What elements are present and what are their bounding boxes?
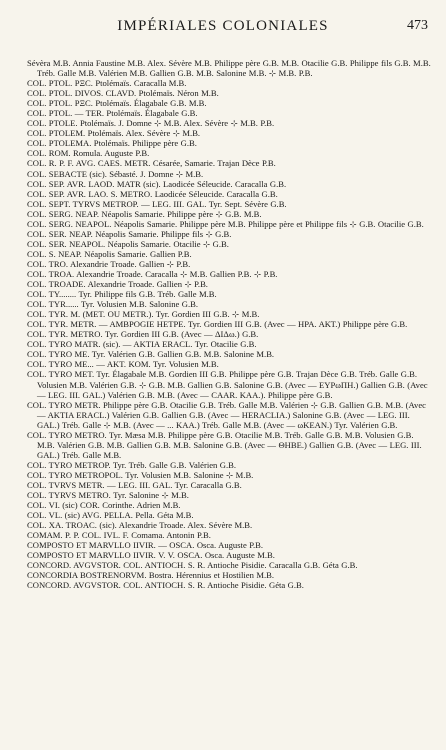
list-item: COL. TYR. METR. — AMBPOGIE HETPE. Tyr. Gordien III G.B. (Avec — ΗΡΑ. ΑΚΤ.) Philippe père G.B. bbox=[27, 319, 408, 330]
list-item: COL. PTOLEMA. Ptolémaïs. Philippe père G.B. bbox=[27, 138, 197, 149]
list-item: COL. TY........ Tyr. Philippe fils G.B. Tréb. Galle M.B. bbox=[27, 289, 217, 300]
list-item: COL. TYRO METRO. Tyr. Mæsa M.B. Philippe père G.B. Otacilie M.B. Tréb. Galle G.B. M.B. Volusien G.B. M.B. Valérien G.B. M.B. Gallien G.B. M.B. Salonine G.B. (Avec — ΘHBE.) Gallien G.B. (Avec — LEG. III. GAL.) Tréb. Galle M.B. bbox=[27, 429, 422, 460]
list-item: COL. S. NEAP. Néapolis Samarie. Gallien P.B. bbox=[27, 248, 192, 259]
list-item: COL. R. P. F. AVG. CAES. METR. Césarée, Samarie. Trajan Dèce P.B. bbox=[27, 158, 276, 169]
list-item: COL. XA. TROAC. (sic). Alexandrie Troade. Alex. Sévère M.B. bbox=[27, 520, 253, 531]
list-item: COL. TROADE. Alexandrie Troade. Gallien ⊹ P.B. bbox=[27, 279, 208, 290]
list-item: COL. TYRO MET. Tyr. Élagabale M.B. Gordien III G.B. Philippe père G.B. Trajan Dèce G.B. Tréb. Galle G.B. Volusien M.B. Valérien G.B. ⊹ G.B. M.B. Gallien G.B. Salonine G.B. (Avec — EYPωΠH.) Gallien G.B. (Avec — LEG. III. GAL.) Valérien G.B. M.B. (Avec — CAAR. KAA.). Philippe père G.B. bbox=[27, 369, 428, 400]
list-item: COMAM. P. P. COL. IVL. F. Comama. Antonin P.B. bbox=[27, 530, 211, 541]
list-item: COL. PTOLE. Ptolémaïs. J. Domne ⊹ M.B. Alex. Sévère ⊹ M.B. P.B. bbox=[27, 118, 275, 129]
running-title: IMPÉRIALES COLONIALES bbox=[117, 18, 329, 34]
list-item: COL. TYRO METR. Philippe père G.B. Otacilie G.B. Tréb. Galle M.B. Valérien ⊹ G.B. Gallien G.B. M.B. (Avec — AKTIA ERACL.) Valérien G.B. Gallien G.B. (Avec — HERACLIA.) Salonine G.B. (Avec — LEG. III. GAL.) Tréb. Galle ⊹ M.B. (Avec — ... KAA.) Tréb. Galle M.B. (Avec — ωKEAN.) Tyr. Valérien G.B. bbox=[27, 399, 426, 430]
list-item: COL. TYR. METRO. Tyr. Gordien III G.B. (Avec — ΔΙΔω.) G.B. bbox=[27, 329, 259, 340]
list-item: COL. SEP. AVR. LAO. S. METRO. Laodicée Séleucide. Caracalla G.B. bbox=[27, 188, 278, 199]
list-item: COL. SEPT. TYRVS METROP. — LEG. III. GAL. Tyr. Sept. Sévère G.B. bbox=[27, 198, 287, 209]
list-item: CONCORD. AVGVSTOR. COL. ANTIOCH. S. R. Antioche Pisidie. Géta G.B. bbox=[27, 580, 304, 591]
list-item: COL. SER. NEAPOL. Néapolis Samarie. Otacilie ⊹ G.B. bbox=[27, 238, 229, 249]
list-item: COL. TYRVS METRO. Tyr. Salonine ⊹ M.B. bbox=[27, 490, 189, 501]
list-item: COMPOSTO ET MARVLLO IIVIR. — OSCA. Osca. Auguste P.B. bbox=[27, 540, 264, 551]
list-item: COL. SERG. NEAP. Néapolis Samarie. Philippe père ⊹ G.B. M.B. bbox=[27, 208, 262, 219]
list-item: COL. ROM. Romula. Auguste P.B. bbox=[27, 148, 150, 159]
page-number: 473 bbox=[407, 18, 428, 33]
list-item: COL. PTOL. ΡΞC. Ptolémaïs. Élagabale G.B. M.B. bbox=[27, 98, 207, 109]
list-item: COL. PTOLEM. Ptolémaïs. Alex. Sévère ⊹ M.B. bbox=[27, 128, 201, 139]
list-item: COL. TYRO METROPOL. Tyr. Volusien M.B. Salonine ⊹ M.B. bbox=[27, 469, 254, 480]
list-item: COL. TYRO ME... — AKT. KOM. Tyr. Volusien M.B. bbox=[27, 359, 219, 370]
list-item: COL. TYRO METROP. Tyr. Tréb. Galle G.B. Valérien G.B. bbox=[27, 459, 237, 470]
list-item: COMPOSTO ET MARVLLO IIVIR. V. V. OSCA. Osca. Auguste M.B. bbox=[27, 550, 275, 561]
list-item: COL. SEP. AVR. LAOD. MATR (sic). Laodicée Séleucide. Caracalla G.B. bbox=[27, 178, 287, 189]
list-item: CONCORDIA BOSTRENORVM. Bostra. Hérennius et Hostilien M.B. bbox=[27, 570, 274, 581]
list-item: COL. PTOL. — TER. Ptolémaïs. Élagabale G.B. bbox=[27, 108, 198, 119]
page-header bbox=[0, 18, 446, 44]
list-item: COL. SER. NEAP. Néapolis Samarie. Philippe fils ⊹ G.B. bbox=[27, 228, 232, 239]
list-item: COL. PTOL. ΡΞC. Ptolémaïs. Caracalla M.B. bbox=[27, 78, 187, 89]
list-item: COL. TYRO ME. Tyr. Valérien G.B. Gallien G.B. M.B. Salonine M.B. bbox=[27, 349, 275, 360]
list-item: COL. SERG. NEAPOL. Néapolis Samarie. Philippe père M.B. Philippe père et Philippe fils ⊹ G.B. Otacilie G.B. bbox=[27, 218, 424, 229]
list-item: COL. TVRVS METR. — LEG. III. GAL. Tyr. Caracalla G.B. bbox=[27, 479, 242, 490]
list-item: Sévèra M.B. Annia Faustine M.B. Alex. Sévère M.B. Philippe père G.B. M.B. Otacilie G.B. Philippe fils G.B. M.B. Tréb. Galle M.B. Valérien M.B. Gallien G.B. M.B. Salonine M.B. ⊹ M.B. P.B. bbox=[27, 58, 431, 79]
list-item: COL. TYR. M. (MET. OU METR.). Tyr. Gordien III G.B. ⊹ M.B. bbox=[27, 309, 260, 320]
list-item: COL. PTOL. DIVOS. CLAVD. Ptolémaïs. Néron M.B. bbox=[27, 88, 219, 99]
list-item: COL. SEBACTE (sic). Sébasté. J. Domne ⊹ M.B. bbox=[27, 168, 204, 179]
list-item: CONCORD. AVGVSTOR. COL. ANTIOCH. S. R. Antioche Pisidie. Caracalla G.B. Géta G.B. bbox=[27, 560, 358, 571]
coin-legend-list bbox=[27, 58, 432, 590]
list-item: COL. VI. (sic) COR. Corinthe. Adrien M.B. bbox=[27, 500, 181, 511]
list-item: COL. TYRO MATR. (sic). — AKTIA ERACL. Tyr. Otacilie G.B. bbox=[27, 339, 257, 350]
list-item: COL. VL. (sic) AVG. PELLA. Pella. Géta M.B. bbox=[27, 510, 194, 521]
list-item: COL. TROA. Alexandrie Troade. Caracalla ⊹ M.B. Gallien P.B. ⊹ P.B. bbox=[27, 268, 278, 279]
list-item: COL. TYR...... Tyr. Volusien M.B. Salonine G.B. bbox=[27, 299, 199, 310]
list-item: COL. TRO. Alexandrie Troade. Gallien ⊹ P.B. bbox=[27, 258, 191, 269]
